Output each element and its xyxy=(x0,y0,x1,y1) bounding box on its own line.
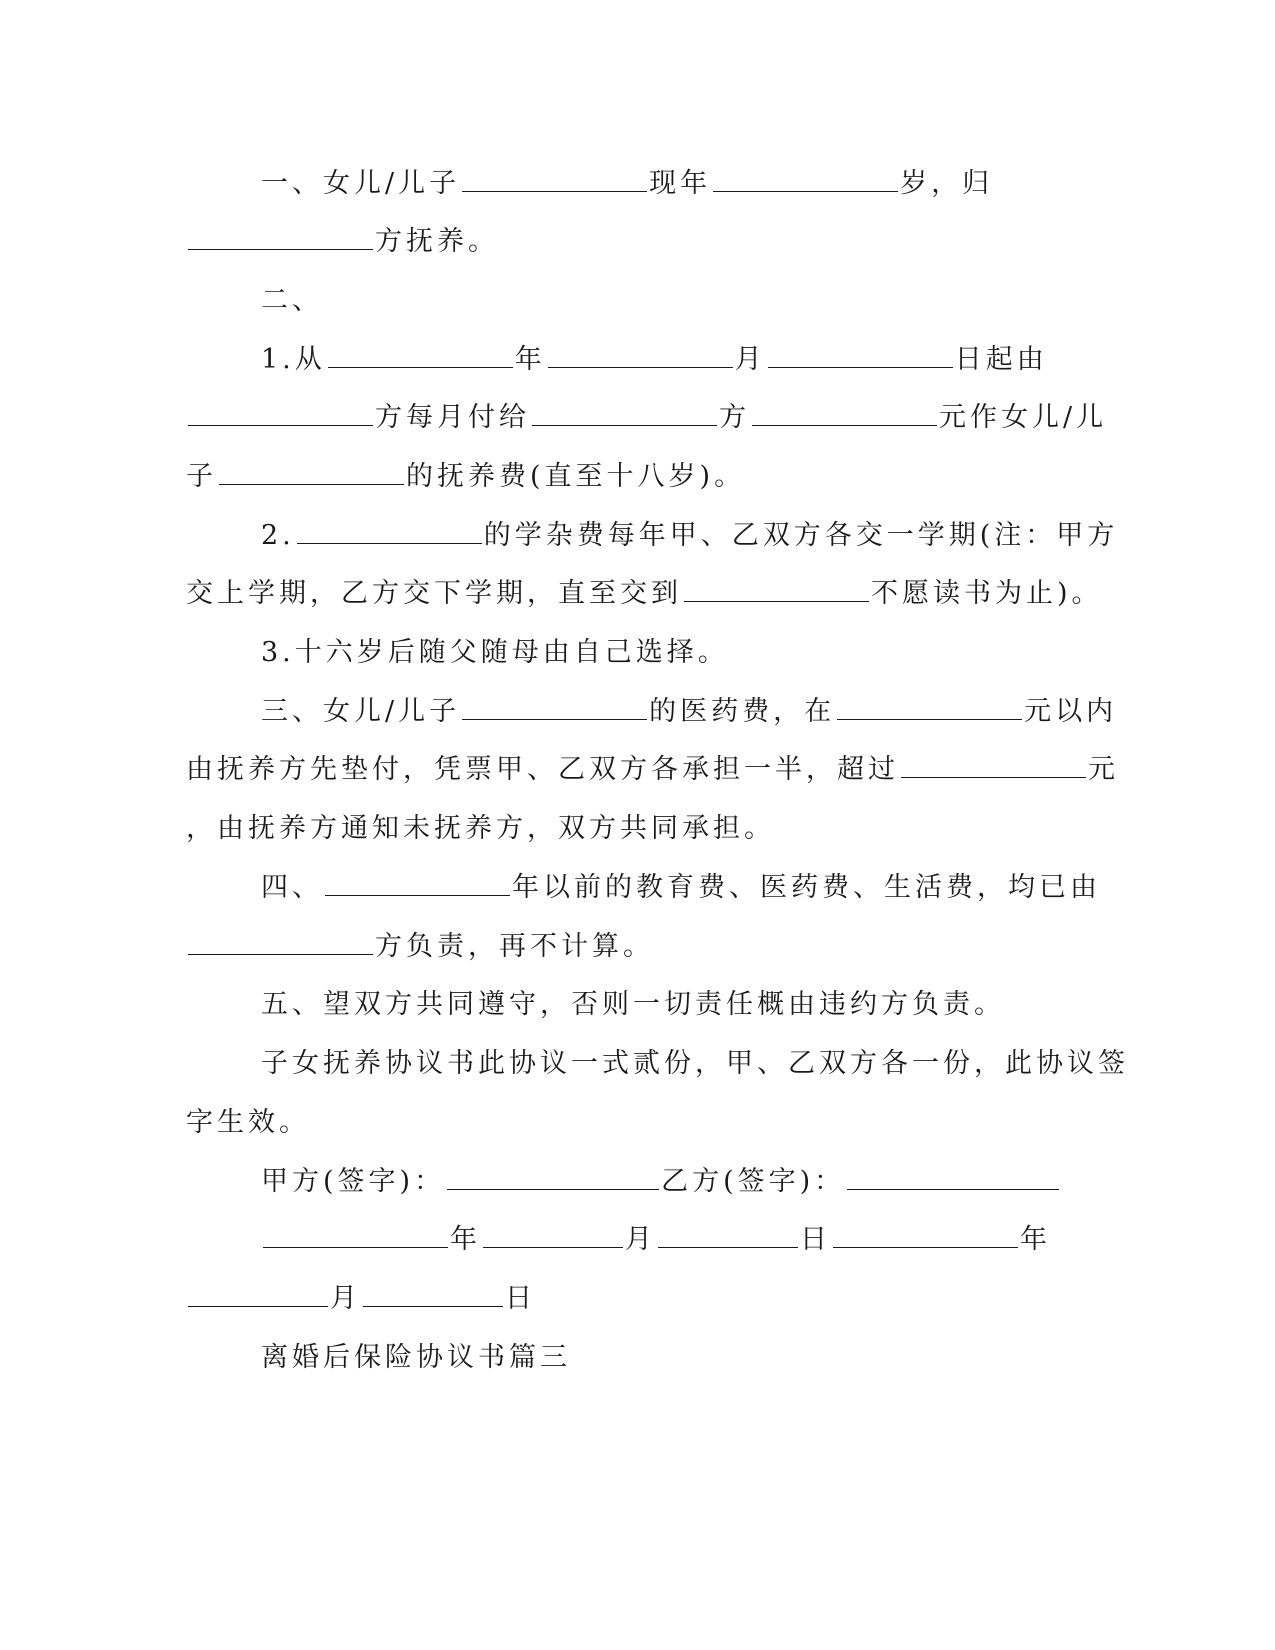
payer-blank[interactable] xyxy=(188,403,373,426)
clause-two-3: 3.十六岁后随父随母由自己选择。 xyxy=(261,637,729,668)
age-label: 现年 xyxy=(649,168,712,199)
clause-one-line-1 xyxy=(186,164,1161,204)
custody-party-blank[interactable] xyxy=(188,227,373,250)
party-a-label: 甲方(签字)： xyxy=(261,1166,446,1197)
clause-three-line-2: 由抚养方先垫付，凭票甲、乙双方各承担一半，超过 元 xyxy=(186,754,1119,785)
payee-blank[interactable] xyxy=(532,403,717,426)
effect-clause-line-2: 字生效。 xyxy=(186,1107,310,1138)
party-a-year-blank[interactable] xyxy=(263,1225,448,1248)
start-year-blank[interactable] xyxy=(328,345,513,368)
clause-two-1-line-3: 子 的抚养费(直至十八岁)。 xyxy=(186,461,746,492)
clause-two-1-line-1: 1.从 年 月 日起由 xyxy=(261,344,1048,375)
clause-two-1-line-2: 方每月付给 方 元作女儿/儿 xyxy=(186,398,1086,438)
clause-four-line-2: 方负责，再不计算。 xyxy=(186,927,1086,967)
custody-label: 岁，归 xyxy=(900,168,994,199)
date-line-1: 年 月 日 年 xyxy=(186,1220,1161,1260)
prior-year-blank[interactable] xyxy=(325,873,510,896)
party-a-signature-blank[interactable] xyxy=(447,1167,659,1190)
clause-one-line-2 xyxy=(186,222,1086,262)
party-a-month-blank[interactable] xyxy=(483,1225,623,1248)
signature-line xyxy=(186,1162,1161,1202)
party-b-signature-blank[interactable] xyxy=(847,1167,1059,1190)
effect-clause-line-1: 子女抚养协议书此协议一式贰份，甲、乙双方各一份，此协议签 xyxy=(261,1048,1129,1079)
clause-two-2-line-2: 交上学期，乙方交下学期，直至交到 不愿读书为止)。 xyxy=(186,578,1103,609)
next-section-heading: 离婚后保险协议书篇三 xyxy=(261,1342,571,1373)
tuition-child-blank[interactable] xyxy=(297,521,482,544)
medical-exceed-blank[interactable] xyxy=(901,755,1086,778)
start-day-blank[interactable] xyxy=(768,345,953,368)
child-name-blank[interactable] xyxy=(462,169,647,192)
party-b-label: 乙方(签字)： xyxy=(661,1166,846,1197)
until-child-blank[interactable] xyxy=(684,579,869,602)
party-b-month-blank[interactable] xyxy=(188,1284,328,1307)
clause-three-line-1: 三、女儿/儿子 的医药费，在 元以内 xyxy=(261,696,1118,727)
clause-four-line-1: 四、 年以前的教育费、医药费、生活费，均已由 xyxy=(261,872,1101,903)
clause-one-label: 一、女儿/儿子 xyxy=(261,168,461,199)
party-b-day-blank[interactable] xyxy=(363,1284,503,1307)
responsible-party-blank[interactable] xyxy=(188,932,373,955)
custody-suffix: 方抚养。 xyxy=(375,226,499,257)
medical-limit-blank[interactable] xyxy=(837,697,1022,720)
party-b-year-blank[interactable] xyxy=(833,1225,1018,1248)
start-month-blank[interactable] xyxy=(548,345,733,368)
amount-blank[interactable] xyxy=(752,403,937,426)
party-a-day-blank[interactable] xyxy=(658,1225,798,1248)
medical-child-blank[interactable] xyxy=(462,697,647,720)
clause-two-heading: 二、 xyxy=(261,285,323,316)
clause-five: 五、望双方共同遵守，否则一切责任概由违约方负责。 xyxy=(261,989,1005,1020)
child-name-blank-2[interactable] xyxy=(219,462,404,485)
clause-two-2-line-1: 2. 的学杂费每年甲、乙双方各交一学期(注：甲方 xyxy=(261,520,1119,551)
clause-three-line-3: ，由抚养方通知未抚养方，双方共同承担。 xyxy=(186,813,775,844)
date-line-2: 月 日 xyxy=(186,1279,1086,1319)
age-blank[interactable] xyxy=(713,169,898,192)
